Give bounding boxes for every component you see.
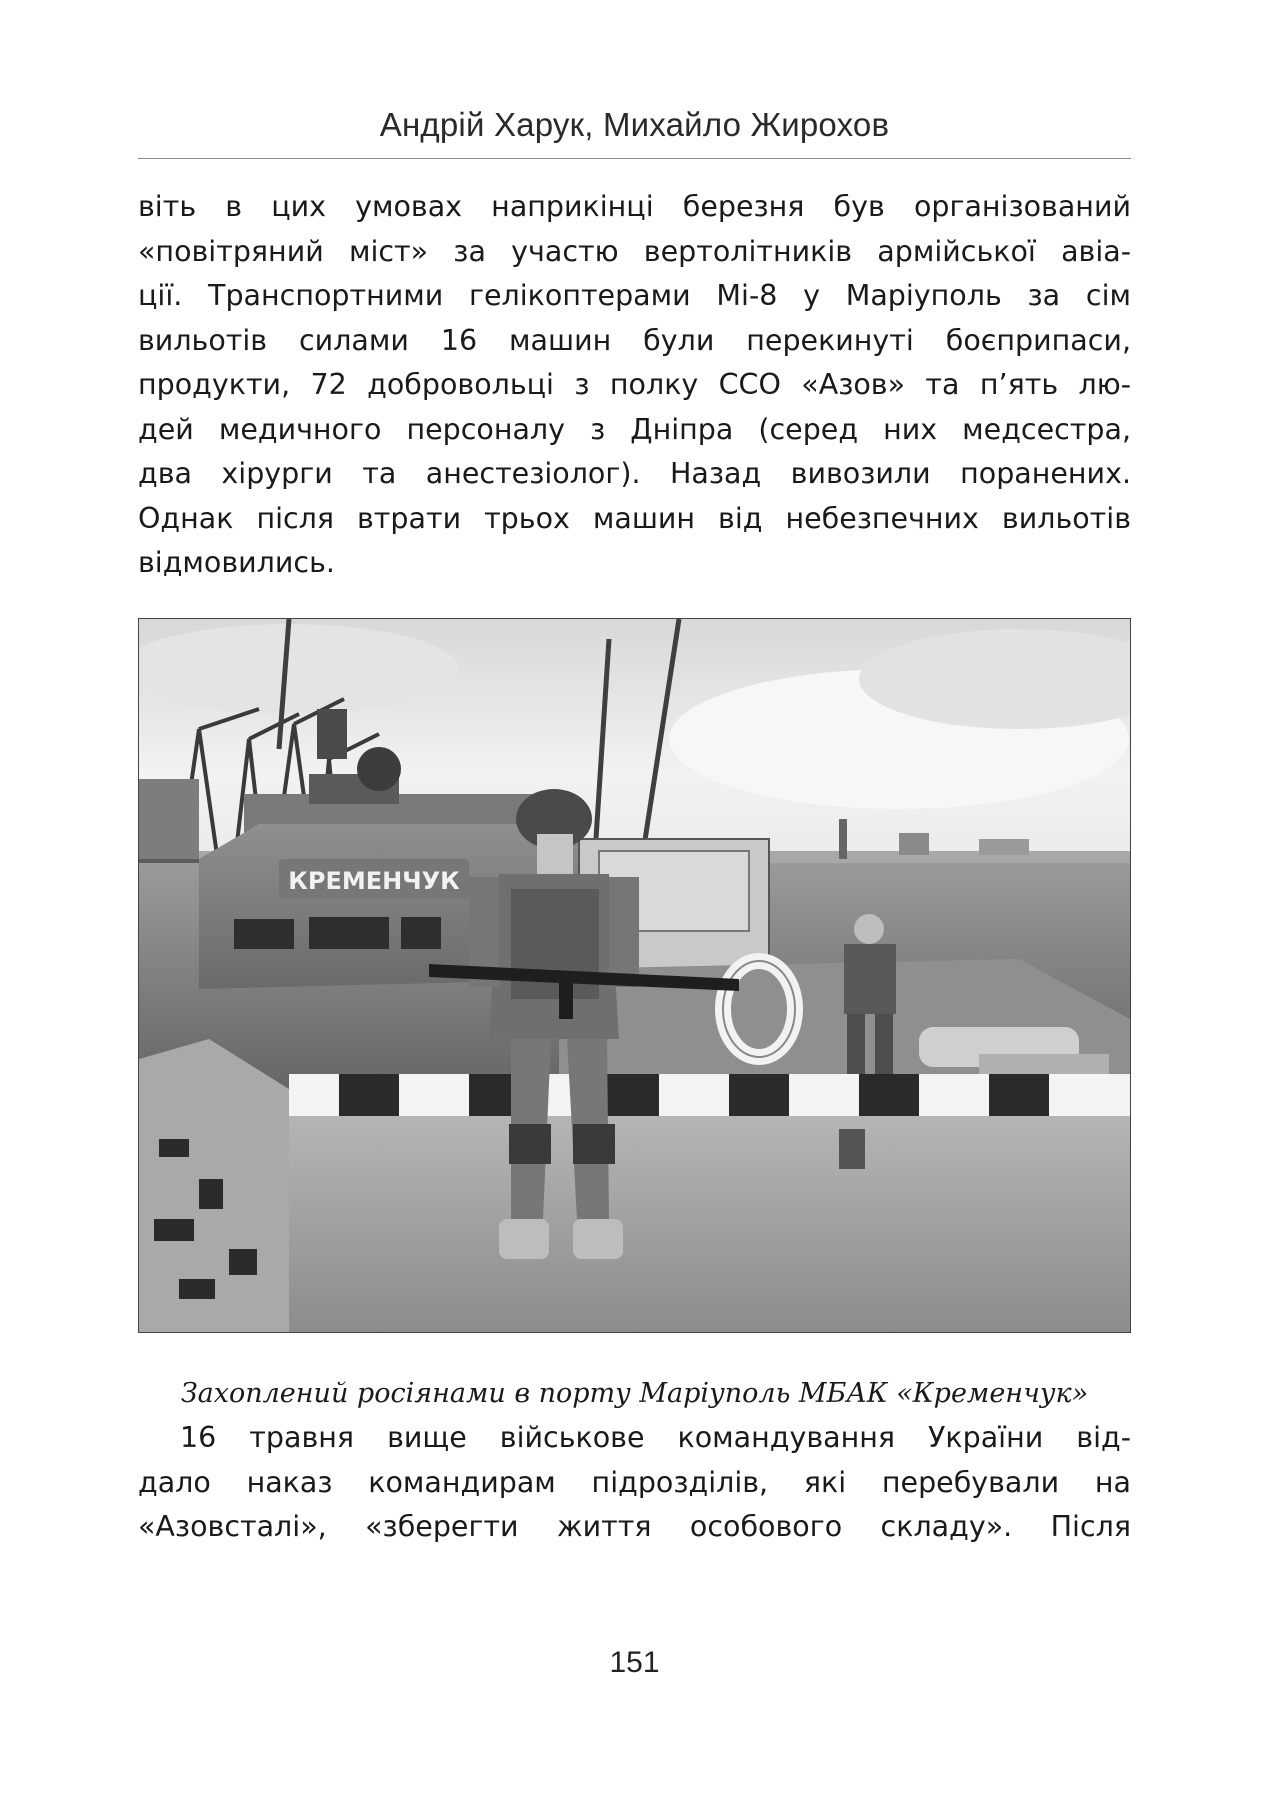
text-line: дей медичного персоналу з Дніпра (серед них медсестра,: [138, 412, 1131, 446]
text-line: ції. Транспортними гелікоптерами Мі-8 у Маріуполь за сім: [138, 279, 1131, 312]
text-line: Однак після втрати трьох машин від небезпечних вильотів: [138, 501, 1131, 535]
text-line: віть в цих умовах наприкінці березня був організований: [138, 190, 1131, 223]
running-head: Андрій Харук, Михайло Жирохов: [379, 106, 890, 143]
figure-caption: Захоплений росіянами в порту Маріуполь МБАК «Кременчук»: [180, 1378, 1089, 1409]
body-paragraph-top: [138, 185, 1131, 586]
text-line: дало наказ командирам підрозділів, які перебували на: [138, 1465, 1131, 1499]
header-rule: [138, 158, 1131, 159]
body-paragraph-bottom: [138, 1416, 1131, 1550]
text-line: два хірурги та анестезіолог). Назад вивозили поранених.: [138, 457, 1131, 490]
text-line: відмовились.: [138, 546, 335, 579]
page-number: 151: [609, 1646, 660, 1679]
text-line: вильотів силами 16 машин були перекинуті боєприпаси,: [138, 323, 1131, 357]
text-line: «Азовсталі», «зберегти життя особового складу». Після: [138, 1510, 1131, 1543]
text-line: продукти, 72 добровольці з полку ССО «Азов» та п’ять лю-: [138, 368, 1131, 401]
figure-photo: [138, 618, 1131, 1333]
text-line: 16 травня вище військове командування України від-: [180, 1421, 1131, 1454]
text-line: «повітряний міст» за участю вертолітників армійської авіа-: [138, 234, 1131, 268]
hull-lettering: КРЕМЕНЧУК: [288, 867, 460, 895]
